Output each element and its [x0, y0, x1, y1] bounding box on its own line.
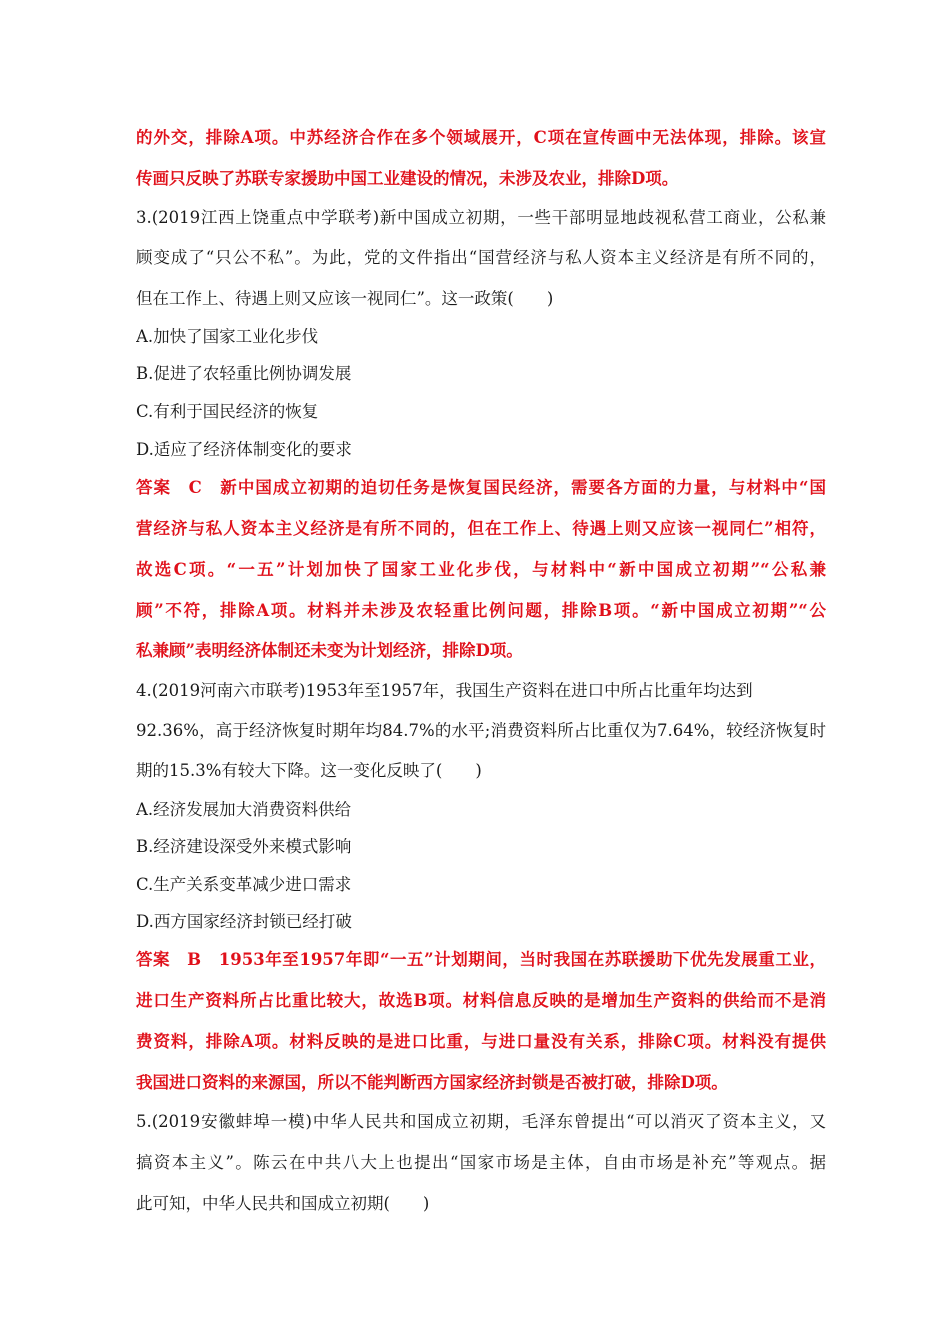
- answer-line: 私兼顾”表明经济体制还未变为计划经济，排除D项。: [136, 641, 523, 660]
- answer-line: 传画只反映了苏联专家援助中国工业建设的情况，未涉及农业，排除D项。: [136, 169, 679, 188]
- answer-line: 我国进口资料的来源国，所以不能判断西方国家经济封锁是否被打破，排除D项。: [136, 1073, 728, 1092]
- option-b: B.促进了农轻重比例协调发展: [136, 364, 352, 383]
- option-a: A.加快了国家工业化步伐: [136, 327, 319, 346]
- question-stem-line: 3.(2019江西上饶重点中学联考)新中国成立初期，一些干部明显地歧视私营工商业，公私兼: [136, 208, 826, 227]
- option-c: C.有利于国民经济的恢复: [136, 402, 319, 421]
- answer-line: 的外交，排除A项。中苏经济合作在多个领域展开，C项在宣传画中无法体现，排除。该宣: [136, 128, 826, 147]
- option-d: D.西方国家经济封锁已经打破: [136, 912, 352, 931]
- answer-line: 费资料，排除A项。材料反映的是进口比重，与进口量没有关系，排除C项。材料没有提供: [136, 1032, 826, 1051]
- question-stem-line: 顾变成了“只公不私”。为此，党的文件指出“国营经济与私人资本主义经济是有所不同的，: [136, 248, 826, 267]
- question-stem-line: 此可知，中华人民共和国成立初期( ): [136, 1194, 430, 1213]
- question-stem-line: 搞资本主义”。陈云在中共八大上也提出“国家市场是主体，自由市场是补充”等观点。据: [136, 1153, 826, 1172]
- answer-line: 答案 B 1953年至1957年即“一五”计划期间，当时我国在苏联援助下优先发展重工业，: [136, 950, 826, 969]
- answer-line: 营经济与私人资本主义经济是有所不同的，但在工作上、待遇上则又应该一视同仁”相符，: [136, 519, 826, 538]
- answer-line: 顾”不符，排除A项。材料并未涉及农轻重比例问题，排除B项。“新中国成立初期”“公: [136, 601, 826, 620]
- answer-line: 故选C项。“一五”计划加快了国家工业化步伐，与材料中“新中国成立初期”“公私兼: [136, 560, 826, 579]
- option-a: A.经济发展加大消费资料供给: [136, 800, 352, 819]
- option-d: D.适应了经济体制变化的要求: [136, 440, 352, 459]
- answer-line: 进口生产资料所占比重比较大，故选B项。材料信息反映的是增加生产资料的供给而不是消: [136, 991, 826, 1010]
- question-stem-line: 4.(2019河南六市联考)1953年至1957年，我国生产资料在进口中所占比重年均达到: [136, 681, 753, 700]
- question-stem-line: 92.36%，高于经济恢复时期年均84.7%的水平;消费资料所占比重仅为7.64%，较经济恢复时: [136, 721, 826, 740]
- question-stem-line: 但在工作上、待遇上则又应该一视同仁”。这一政策( ): [136, 289, 554, 308]
- question-stem-line: 期的15.3%有较大下降。这一变化反映了( ): [136, 761, 482, 780]
- question-stem-line: 5.(2019安徽蚌埠一模)中华人民共和国成立初期，毛泽东曾提出“可以消灭了资本主义，又: [136, 1112, 826, 1131]
- option-c: C.生产关系变革减少进口需求: [136, 875, 352, 894]
- answer-line: 答案 C 新中国成立初期的迫切任务是恢复国民经济，需要各方面的力量，与材料中“国: [136, 478, 826, 497]
- option-b: B.经济建设深受外来模式影响: [136, 837, 352, 856]
